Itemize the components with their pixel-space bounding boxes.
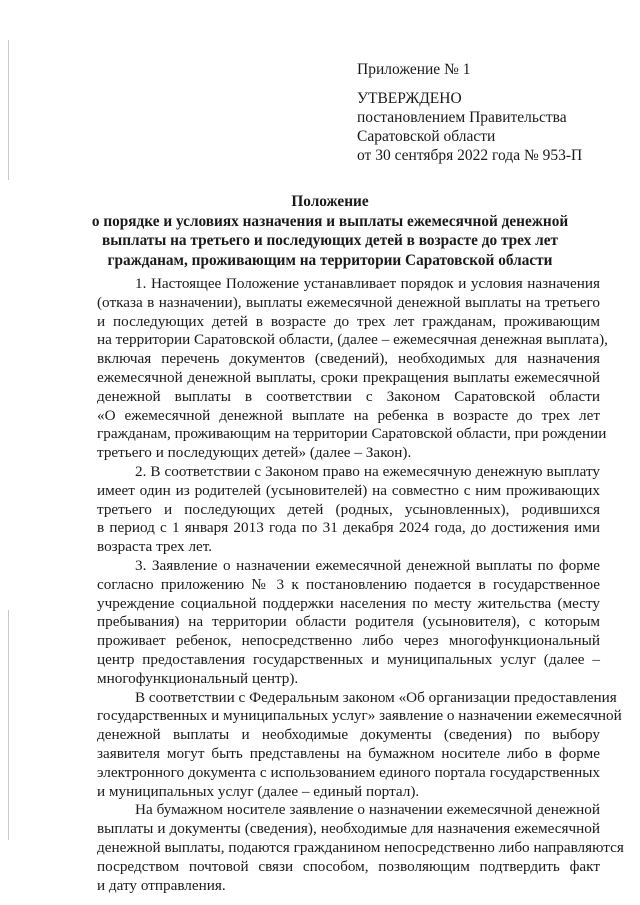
paragraph-line: учреждение социальной поддержки населения по месту жительства (месту <box>97 594 600 612</box>
paragraph-line: третьего и последующих детей (родных, усыновленных), родившихся <box>97 500 600 518</box>
paragraph-line: в период с 1 января 2013 года по 31 декабря 2024 года, до достижения ими <box>97 519 600 537</box>
page-edge-mark <box>8 610 9 840</box>
paragraph-line: На бумажном носителе заявление о назначении ежемесячной денежной <box>135 801 600 819</box>
paragraph-line: на территории Саратовской области, (далее – ежемесячная денежная выплата), <box>97 331 608 349</box>
paragraph-line: 1. Настоящее Положение устанавливает порядок и условия назначения <box>135 275 600 292</box>
paragraph-line: включая перечень документов (сведений), необходимых для назначения <box>97 350 600 368</box>
approval-line: Саратовской области <box>357 128 496 145</box>
paragraph-line: денежной выплаты и необходимые документы (сведения) по выбору <box>97 726 600 744</box>
approval-line: постановлением Правительства <box>357 109 567 126</box>
paragraph-line: 2. В соответствии с Законом право на ежемесячную денежную выплату <box>135 462 600 480</box>
approved-stamp-text: УТВЕРЖДЕНО <box>357 90 462 107</box>
paragraph-line: возраста трех лет. <box>97 538 213 556</box>
paragraph-line: и последующих детей в возрасте до трех лет гражданам, проживающим <box>97 312 600 330</box>
paragraph-line: «О ежемесячной денежной выплате на ребенка в возрасте до трех лет <box>97 406 600 424</box>
paragraph-line: и муниципальных услуг (далее – единый портал). <box>97 782 420 800</box>
appendix-label: Приложение № 1 <box>357 61 471 78</box>
paragraph-line: (отказа в назначении), выплаты ежемесячной денежной выплаты на третьего <box>97 293 600 311</box>
paragraph-line: пребывания) на территории области родителя (усыновителя), с которым <box>97 613 600 631</box>
paragraph-line: гражданам, проживающим на территории Саратовской области, при рождении <box>97 425 607 443</box>
paragraph <box>97 688 622 802</box>
title-line: гражданам, проживающим на территории Саратовской области <box>107 251 553 269</box>
paragraph-line: выплаты и документы (сведения), необходимые для назначения ежемесячной <box>97 820 600 838</box>
paragraph-line: электронного документа с использованием единого портала государственных <box>97 763 600 781</box>
approval-block <box>357 60 582 165</box>
title-heading: Положение <box>291 193 369 210</box>
paragraph-line: денежной выплаты в соответствии с Законом Саратовской области <box>97 387 600 405</box>
paragraph-line: третьего и последующих детей» (далее – Закон). <box>97 444 412 462</box>
paragraph-line: денежной выплаты, подаются гражданином непосредственно либо направляются <box>97 838 624 856</box>
paragraph-line: многофункциональный центр). <box>97 669 299 687</box>
paragraph-line: 3. Заявление о назначении ежемесячной денежной выплаты по форме <box>135 556 600 574</box>
document-body <box>97 275 624 895</box>
page-edge-mark <box>8 40 9 180</box>
paragraph-line: имеет один из родителей (усыновителей) на совместно с ним проживающих <box>97 481 600 499</box>
title-line: о порядке и условиях назначения и выплаты ежемесячной денежной <box>91 212 569 230</box>
paragraph-line: посредством почтовой связи способом, позволяющим подтвердить факт <box>97 857 600 875</box>
paragraph-line: и дату отправления. <box>97 876 226 894</box>
paragraph-line: государственных и муниципальных услуг» заявление о назначении ежемесячной <box>97 707 622 725</box>
paragraph <box>97 801 624 895</box>
paragraph-line: проживает ребенок, непосредственно либо через многофункциональный <box>97 632 600 650</box>
paragraph-line: центр предоставления государственных и муниципальных услуг (далее – <box>97 650 600 668</box>
paragraph <box>97 275 608 463</box>
paragraph-line: согласно приложению № 3 к постановлению подается в государственное <box>97 575 600 593</box>
paragraph <box>97 557 600 689</box>
approval-line: от 30 сентября 2022 года № 953-П <box>357 147 583 164</box>
title-line: выплаты на третьего и последующих детей в возрасте до трех лет <box>101 232 559 249</box>
paragraph-line: заявителя могут быть представлены на бумажном носителе либо в форме <box>97 744 600 762</box>
paragraph <box>97 463 600 557</box>
document-title <box>60 192 600 270</box>
paragraph-line: В соответствии с Федеральным законом «Об организации предоставления <box>135 688 617 706</box>
paragraph-line: ежемесячной денежной выплаты, сроки прекращения выплаты ежемесячной <box>97 368 600 386</box>
